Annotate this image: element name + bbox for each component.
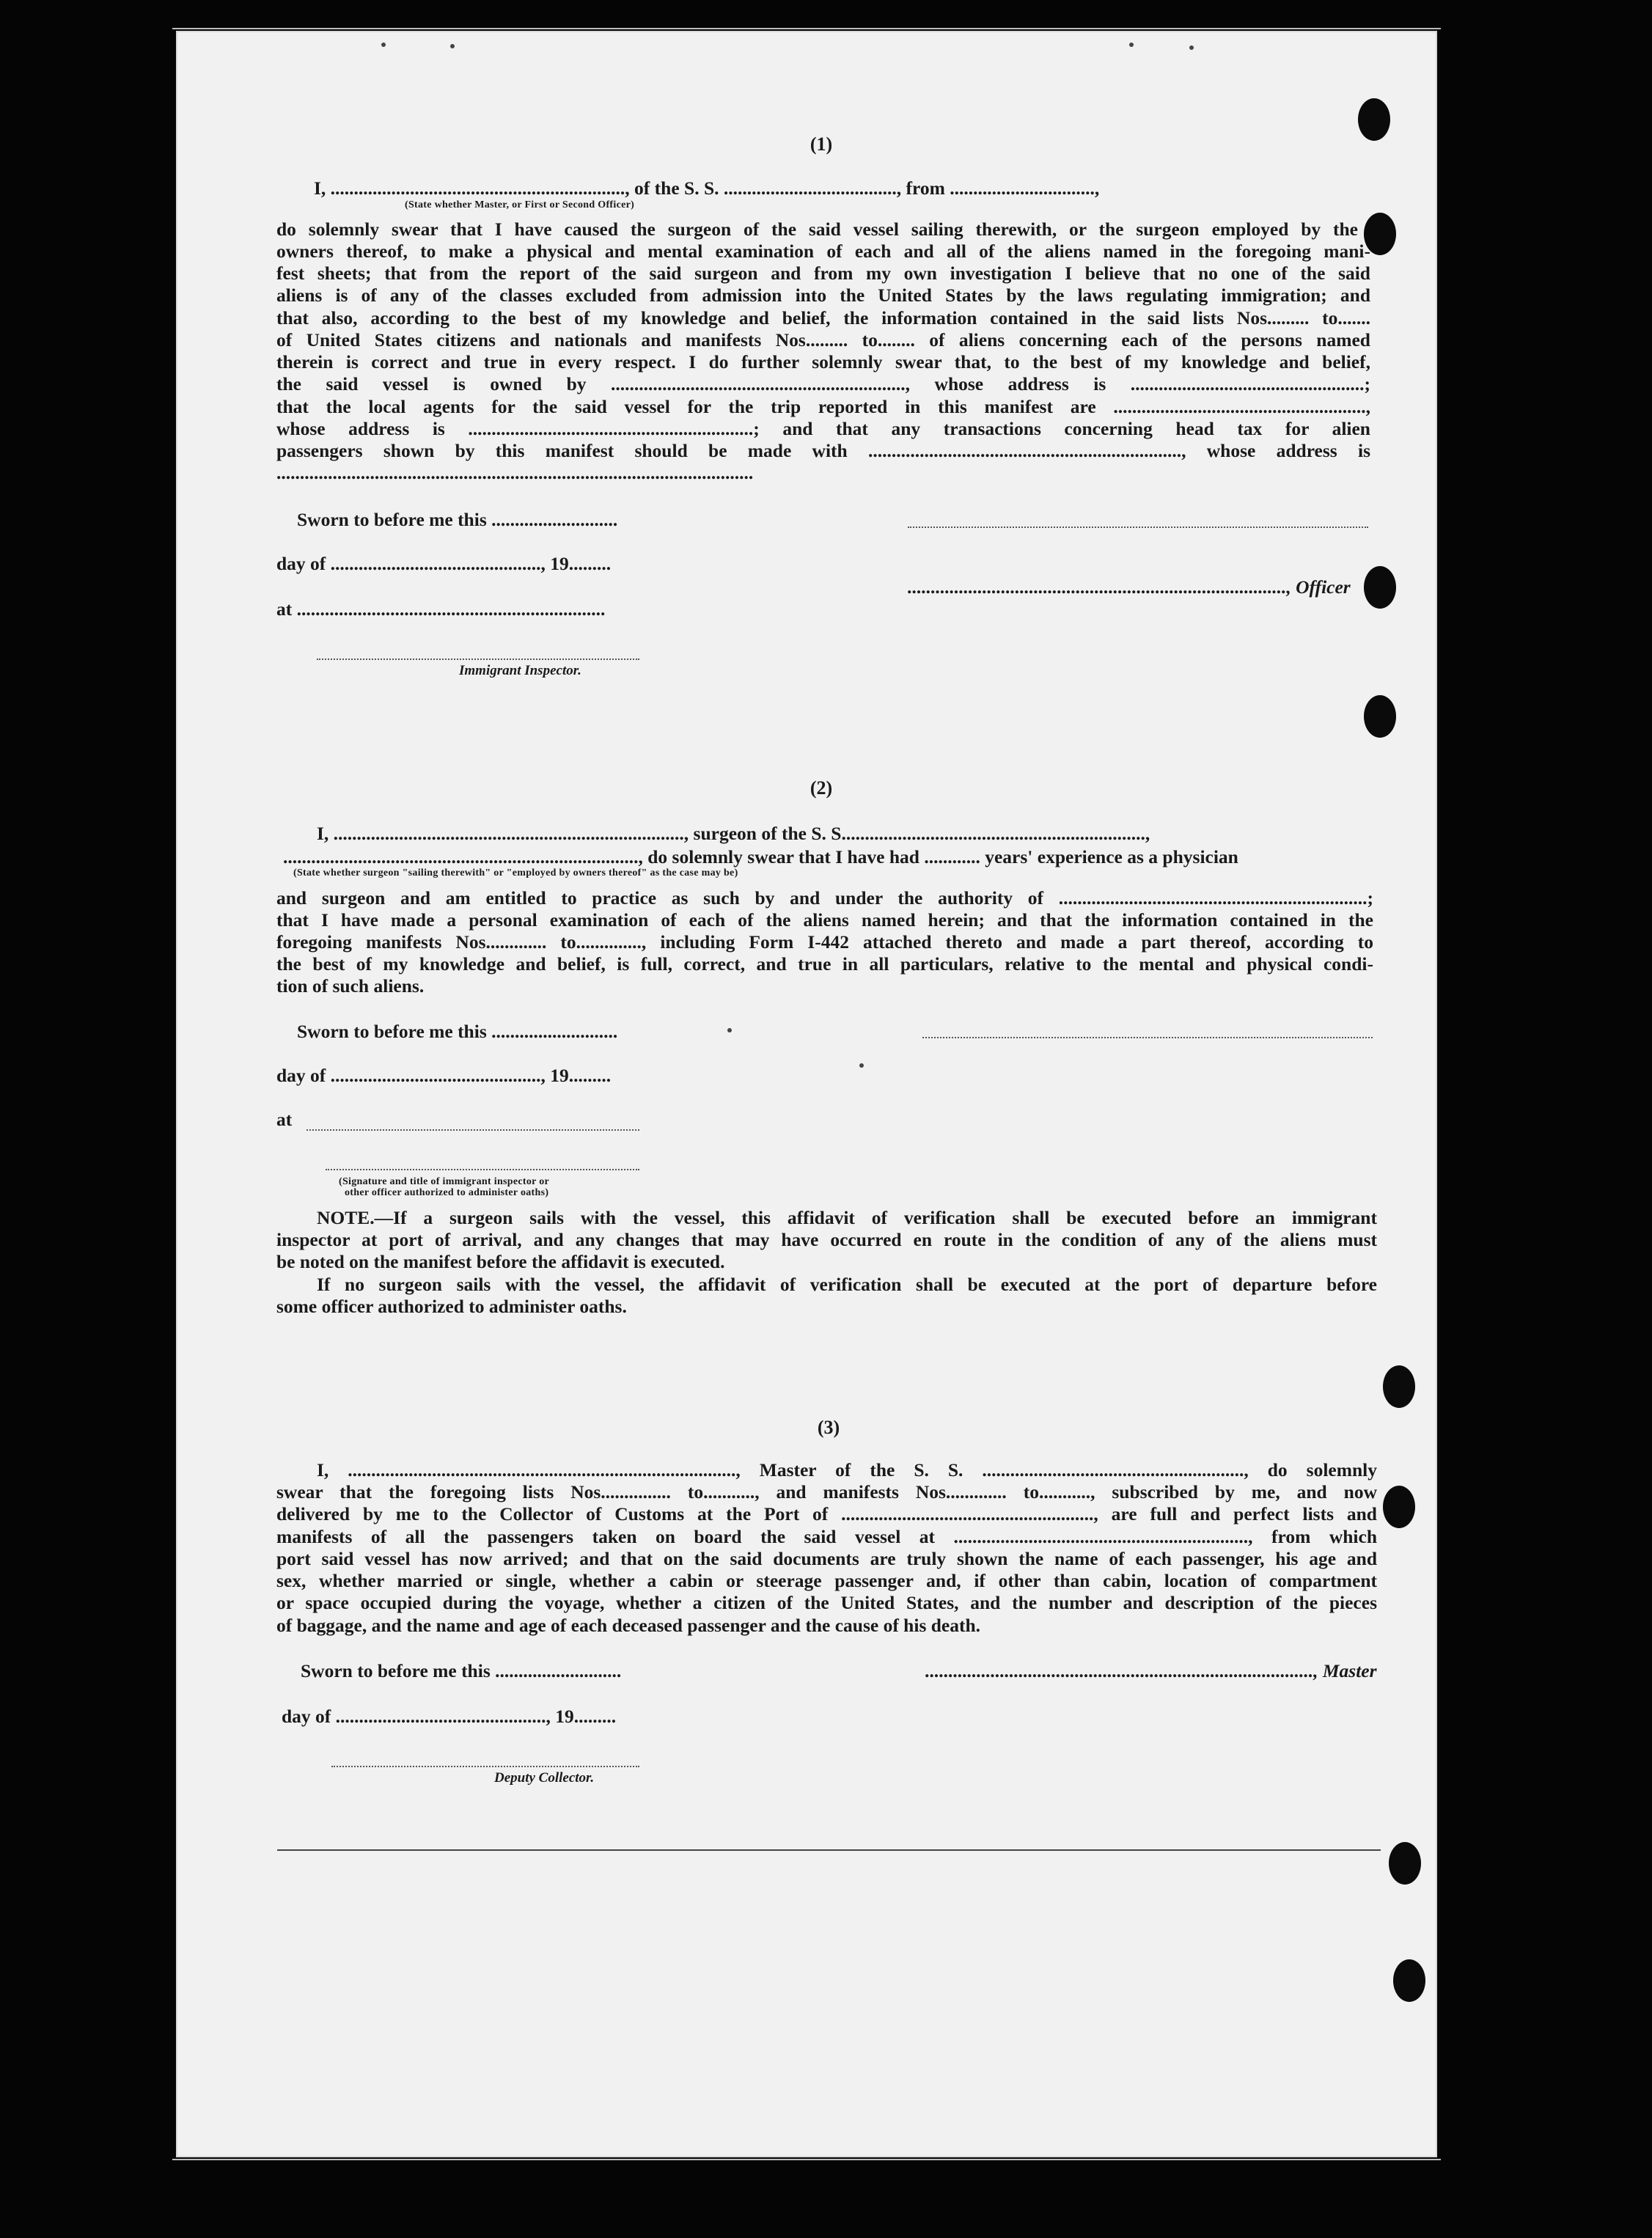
section-1-line: the said vessel is owned by ..............................................................., whose address is ..................................................; [276, 373, 1370, 395]
section-3-line: sex, whether married or single, whether a cabin or steerage passenger and, if other than cabin, location of compartment [276, 1570, 1377, 1591]
section-1-opening-line: I, ..............................................................., of the S. S. ....................................., from ..............................., [314, 177, 1100, 199]
speck [381, 43, 386, 47]
section-3-master-line: ..................................................................................., Master [925, 1660, 1377, 1681]
section-3-line: manifests of all the passengers taken on board the said vessel at ..............................................................., from which [276, 1526, 1377, 1547]
section-1-line: whose address is .............................................................; and that any transactions concerning head tax for alien [276, 418, 1370, 439]
section-2-surgeon-caption: (State whether surgeon "sailing therewith" or "employed by owners thereof" as the case may be) [293, 867, 738, 878]
punch-hole [1393, 1959, 1425, 2002]
film-frame-bottom [172, 2159, 1441, 2160]
speck [1129, 43, 1134, 47]
section-3-heading: (3) [817, 1417, 840, 1438]
section-1-line: do solemnly swear that I have caused the surgeon of the said vessel sailing therewith, or the surgeon employed by the [276, 219, 1358, 240]
section-1-line: therein is correct and true in every respect. I do further solemnly swear that, to the best of my knowledge and belief, [276, 351, 1370, 373]
film-frame-top [172, 28, 1441, 29]
section-3-line: I, ..................................................................................., Master of the S. S. ........................................................, do solemnly [317, 1459, 1377, 1481]
section-1-inspector-line [317, 658, 639, 660]
section-1-line: fest sheets; that from the report of the said surgeon and from my own investigation I believe that no one of the said [276, 263, 1370, 284]
section-2-line: that I have made a personal examination of each of the aliens named herein; and that the information contained in the [276, 909, 1373, 931]
section-3-sworn-line: Sworn to before me this ........................... [301, 1660, 622, 1681]
section-2-inspector-line [326, 1169, 639, 1170]
section-1-officer-caption: (State whether Master, or First or Second Officer) [405, 199, 635, 210]
section-2-note-line: If no surgeon sails with the vessel, the affidavit of verification shall be executed at the port of departure before [317, 1274, 1377, 1295]
section-1-signature-line [908, 527, 1368, 528]
section-1-at-line: at .................................................................. [276, 598, 606, 620]
section-1-officer-line: ................................................................................., Officer [908, 576, 1351, 598]
punch-hole [1383, 1486, 1415, 1528]
section-2-opening-line: I, ..........................................................................., surgeon of the S. S................................................................., [317, 823, 1150, 844]
section-3-line: or space occupied during the voyage, whether a citizen of the United States, and the number and description of the pieces [276, 1592, 1377, 1613]
section-1-inspector-label: Immigrant Inspector. [459, 663, 581, 678]
section-3-line: swear that the foregoing lists Nos............... to..........., and manifests Nos............. to..........., subscribed by me, and now [276, 1481, 1377, 1503]
section-2-at-line: at [276, 1109, 293, 1130]
section-3-line: delivered by me to the Collector of Customs at the Port of ......................................................, are full and perfect lists and [276, 1503, 1377, 1525]
section-2-second-line: ............................................................................, do solemnly swear that I have had ............ years' experience as a physician [283, 846, 1238, 867]
section-2-note-line: inspector at port of arrival, and any changes that may have occurred en route in the condition of any of the aliens must [276, 1229, 1377, 1250]
punch-hole [1364, 566, 1396, 609]
section-1-line: owners thereof, to make a physical and mental examination of each and all of the aliens named in the foregoing mani- [276, 241, 1370, 262]
speck [1189, 45, 1194, 50]
section-1-sworn-line: Sworn to before me this ........................... [297, 509, 618, 530]
section-2-line: and surgeon and am entitled to practice as such by and under the authority of ..................................................................; [276, 887, 1373, 909]
section-2-line: tion of such aliens. [276, 975, 425, 997]
section-2-sworn-line: Sworn to before me this ........................... [297, 1021, 618, 1042]
section-3-line: port said vessel has now arrived; and that on the said documents are truly shown the name of each passenger, his age and [276, 1548, 1377, 1569]
section-1-heading: (1) [810, 133, 833, 155]
speck [859, 1063, 864, 1068]
section-2-note-line: be noted on the manifest before the affidavit is executed. [276, 1251, 725, 1272]
section-1-line: ...................................................................................................... [276, 462, 754, 483]
section-1-line: of United States citizens and nationals and manifests Nos......... to........ of aliens concerning each of the persons named [276, 329, 1370, 351]
section-2-day-line: day of ............................................., 19......... [276, 1065, 612, 1086]
section-1-line: passengers shown by this manifest should be made with ..................................................................., whose address is [276, 440, 1370, 461]
section-2-signature-line [922, 1037, 1373, 1038]
section-1-line: that the local agents for the said vessel for the trip reported in this manifest are ......................................................, [276, 396, 1370, 417]
section-2-at-dotted-line [306, 1129, 639, 1131]
punch-hole [1383, 1365, 1415, 1408]
section-3-collector-label: Deputy Collector. [494, 1770, 595, 1786]
section-2-line: the best of my knowledge and belief, is full, correct, and true in all particulars, relative to the mental and physical condi- [276, 953, 1373, 975]
section-2-sig-caption-2: other officer authorized to administer oaths) [345, 1187, 549, 1198]
section-3-line: of baggage, and the name and age of each deceased passenger and the cause of his death. [276, 1615, 981, 1636]
section-1-day-line: day of ............................................., 19......... [276, 553, 612, 574]
section-2-line: foregoing manifests Nos............. to.............., including Form I-442 attached thereto and made a part thereof, according to [276, 931, 1373, 953]
speck [450, 44, 455, 48]
section-3-collector-line [331, 1766, 639, 1767]
section-2-sig-caption-1: (Signature and title of immigrant inspector or [339, 1176, 550, 1187]
section-1-line: that also, according to the best of my knowledge and belief, the information contained in the said lists Nos......... to....... [276, 307, 1370, 329]
punch-hole [1389, 1842, 1421, 1885]
bottom-rule [277, 1849, 1381, 1851]
section-2-note-line: some officer authorized to administer oaths. [276, 1296, 627, 1317]
section-3-day-line: day of ............................................., 19......... [282, 1706, 617, 1727]
speck [727, 1028, 732, 1032]
punch-hole [1364, 695, 1396, 738]
section-2-note-line: NOTE.—If a surgeon sails with the vessel, this affidavit of verification shall be executed before an immigrant [317, 1207, 1377, 1228]
section-1-line: aliens is of any of the classes excluded from admission into the United States by the laws regulating immigration; and [276, 285, 1370, 306]
section-2-heading: (2) [810, 777, 833, 799]
